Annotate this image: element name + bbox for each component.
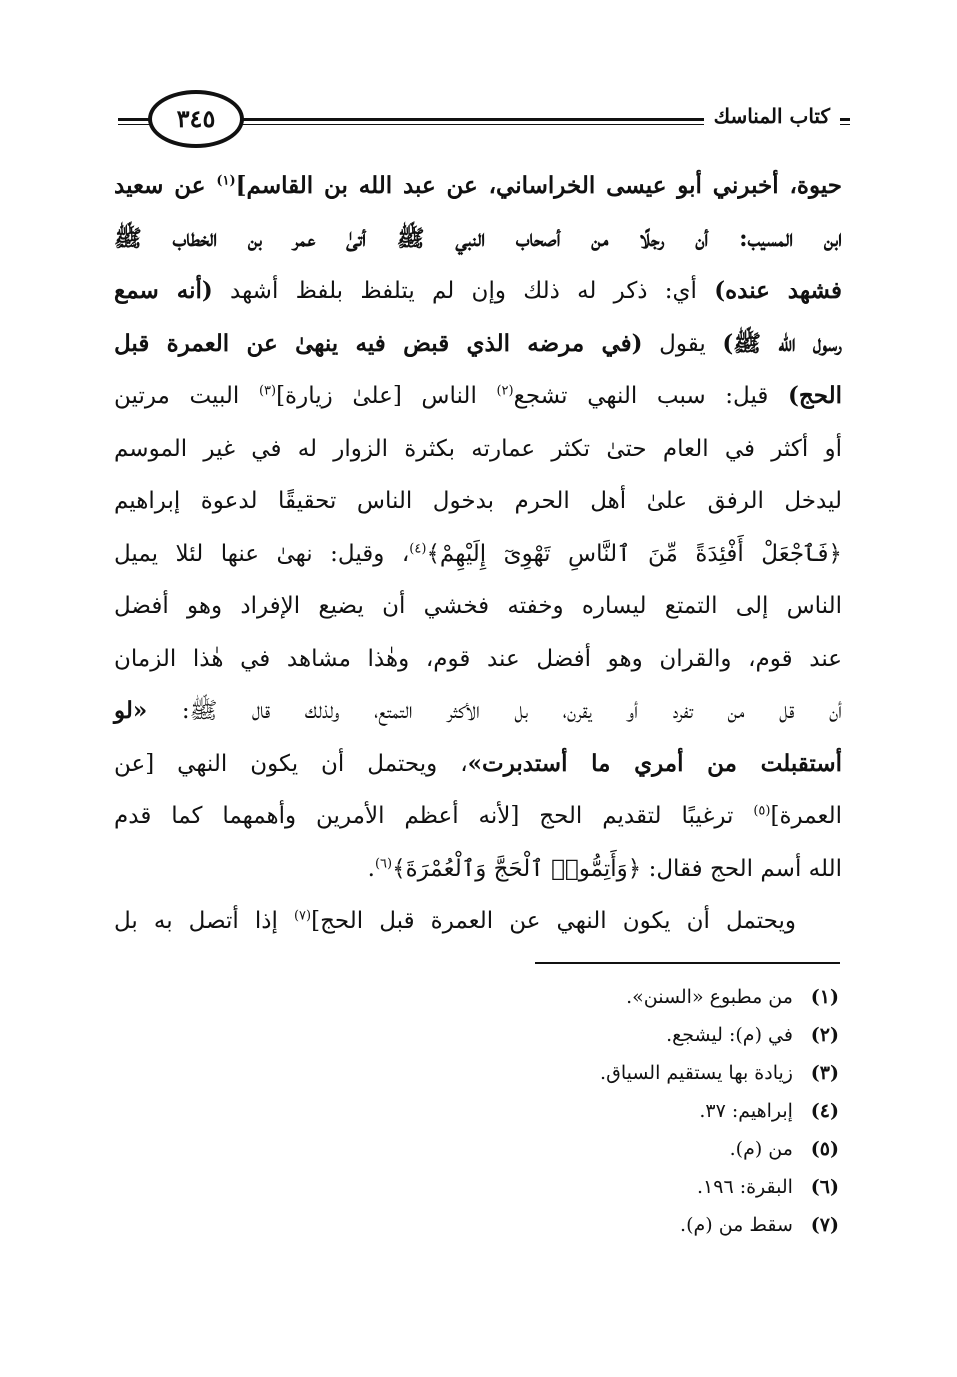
footnote-number: (٤) bbox=[810, 1100, 839, 1122]
footnote-separator bbox=[535, 962, 840, 964]
text-fragment: ابن المسيب: أن رجلًا من أصحاب النبي ﷺ أتىٰ عمر بن الخطاب ﷺ bbox=[114, 224, 842, 252]
text-fragment: فشهد عنده) bbox=[714, 277, 842, 304]
footnote-item bbox=[239, 1016, 839, 1054]
page-header bbox=[118, 92, 850, 152]
text-line: ليدخل الرفق علىٰ أهل الحرم بدخول الناس تحقيقًا لدعوة إبراهيم bbox=[114, 488, 842, 514]
text-line: الحج) قيل: سبب النهي تشجع$^{(٢)}$ الناس [علىٰ زيارة]$^{(٣)}$ البيت مرتين bbox=[114, 382, 842, 409]
text-line: العمرة]$^{(٥)}$ ترغيبًا لتقديم الحج [لأنه أعظم الأمرين وأهمهما كما قدم bbox=[114, 803, 842, 829]
footnote-text: من (م). bbox=[729, 1138, 793, 1160]
text-line: ويحتمل أن يكون النهي عن العمرة قبل الحج]$^{(٧)}$ إذا أتصل به بل bbox=[114, 908, 796, 934]
page-number: ٣٤٥ bbox=[148, 90, 244, 148]
text-line: رسول الله ﷺ) يقول (في مرضه الذي قبض فيه ينهىٰ عن العمرة قبل bbox=[114, 329, 842, 357]
footnote-text: سقط من (م). bbox=[680, 1214, 793, 1236]
footnote-text: إبراهيم: ٣٧. bbox=[699, 1100, 793, 1122]
text-line bbox=[114, 213, 842, 266]
text-line: ﴿فَٱجْعَلْ أَفْئِدَةً مِّنَ ٱلنَّاسِ تَهْوِىٓ إِلَيْهِمْ﴾$^{(٤)}$، وقيل: نهىٰ عنها لئلا يميل bbox=[114, 540, 842, 567]
text-fragment: (في مرضه الذي قبض فيه ينهىٰ عن العمرة قبل bbox=[114, 329, 643, 357]
text-line: أن قل من تفرد أو يقرن، بل الأكثر التمتع، ولذلك قال ﷺ: «لو bbox=[114, 697, 842, 724]
footnotes bbox=[239, 978, 839, 1244]
footnote-item bbox=[239, 1092, 839, 1130]
footnote-number: (١) bbox=[810, 986, 839, 1008]
footnote-text: زيادة بها يستقيم السياق. bbox=[600, 1062, 793, 1084]
text-fragment: أستقبلت من أمري ما أستدبرت» bbox=[467, 749, 842, 777]
footnote-number: (٦) bbox=[810, 1176, 839, 1198]
footnote-item bbox=[239, 978, 839, 1016]
text-fragment: رسول الله ﷺ) bbox=[722, 329, 842, 357]
chapter-title: كتاب المناسك bbox=[704, 98, 840, 134]
footnote-item bbox=[239, 1054, 839, 1092]
footnote-item bbox=[239, 1206, 839, 1244]
main-text bbox=[114, 160, 842, 948]
text-fragment: حيوة، أخبرني أبو عيسى الخراساني، عن عبد الله بن القاسم]$^{(١)}$ عن سعيد bbox=[114, 172, 842, 199]
text-line: عند قوم، والقران وهو أفضل عند قوم، وهٰذا مشاهد في هٰذا الزمان bbox=[114, 645, 842, 672]
footnote-item bbox=[239, 1168, 839, 1206]
text-fragment: (أنه سمع bbox=[114, 277, 213, 304]
text-fragment: الحج) bbox=[788, 382, 842, 409]
footnote-item bbox=[239, 1130, 839, 1168]
text-line: الناس إلى التمتع ليساره وخفته فخشي أن يضيع الإفراد وهو أفضل bbox=[114, 593, 842, 619]
text-line: فشهد عنده) أي: ذكر له ذلك وإن لم يتلفظ بلفظ أشهد (أنه سمع bbox=[114, 277, 842, 304]
text-fragment: «لو bbox=[114, 697, 148, 724]
footnote-text: البقرة: ١٩٦. bbox=[696, 1176, 793, 1198]
footnote-number: (٧) bbox=[810, 1214, 839, 1236]
footnote-number: (٣) bbox=[810, 1062, 839, 1084]
footnote-text: في (م): ليشجع. bbox=[666, 1024, 793, 1046]
text-line: أستقبلت من أمري ما أستدبرت»، ويحتمل أن يكون النهي [عن bbox=[114, 749, 842, 777]
footnote-text: من مطبوع «السنن». bbox=[626, 986, 793, 1008]
text-line: أو أكثر في العام حتىٰ تكثر عمارته بكثرة الزوار له في غير الموسم bbox=[114, 435, 842, 462]
text-line: الله أسم الحج فقال: ﴿وَأَتِمُّوا۟ ٱلْحَجَّ وَٱلْعُمْرَةَ﴾$^{(٦)}$. bbox=[367, 855, 842, 882]
footnote-number: (٢) bbox=[810, 1024, 839, 1046]
footnote-number: (٥) bbox=[810, 1138, 839, 1160]
text-line bbox=[114, 160, 842, 213]
